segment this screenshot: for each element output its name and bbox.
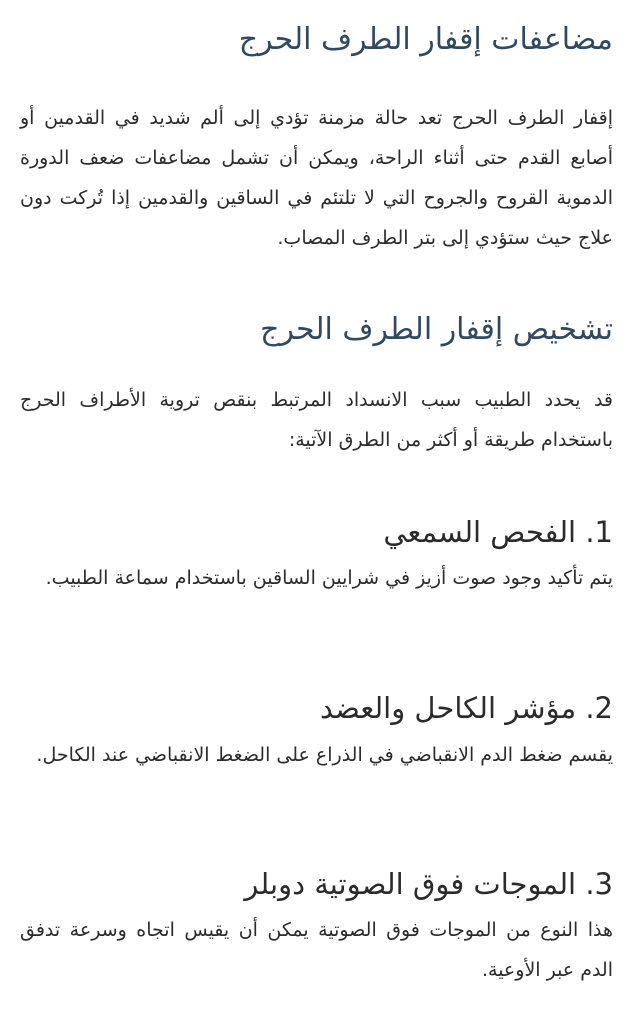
item-title-ankle-brachial-index: 2. مؤشر الكاحل والعضد xyxy=(319,691,613,725)
item-text-ankle-brachial-index: يقسم ضغط الدم الانقباضي في الذراع على الضغط الانقباضي عند الكاحل. xyxy=(36,744,613,766)
item-title-doppler-ultrasound: 3. الموجات فوق الصوتية دوبلر xyxy=(244,867,613,901)
item-title-auscultation: 1. الفحص السمعي xyxy=(383,515,613,549)
complications-paragraph: إقفار الطرف الحرج تعد حالة مزمنة تؤدي إلى ألم شديد في القدمين أو أصابع القدم حتى أثناء الراحة، ويمكن أن تشمل مضاعفات ضعف الدورة الدموية القروح والجروح التي لا تلتئم في الساقين والقدمين إذا تُركت دون علاج حيث ستؤدي إلى بتر الطرف المصاب. xyxy=(20,107,613,249)
item-text-doppler-ultrasound: هذا النوع من الموجات فوق الصوتية يمكن أن يقيس اتجاه وسرعة تدفق الدم عبر الأوعية. xyxy=(20,919,613,981)
complications-heading: مضاعفات إقفار الطرف الحرج xyxy=(238,22,613,57)
item-text-auscultation: يتم تأكيد وجود صوت أزيز في شرايين الساقين باستخدام سماعة الطبيب. xyxy=(45,567,613,589)
diagnosis-paragraph: قد يحدد الطبيب سبب الانسداد المرتبط بنقص تروية الأطراف الحرج باستخدام طريقة أو أكثر من الطرق الآتية: xyxy=(20,389,613,451)
diagnosis-heading: تشخيص إقفار الطرف الحرج xyxy=(260,312,613,347)
